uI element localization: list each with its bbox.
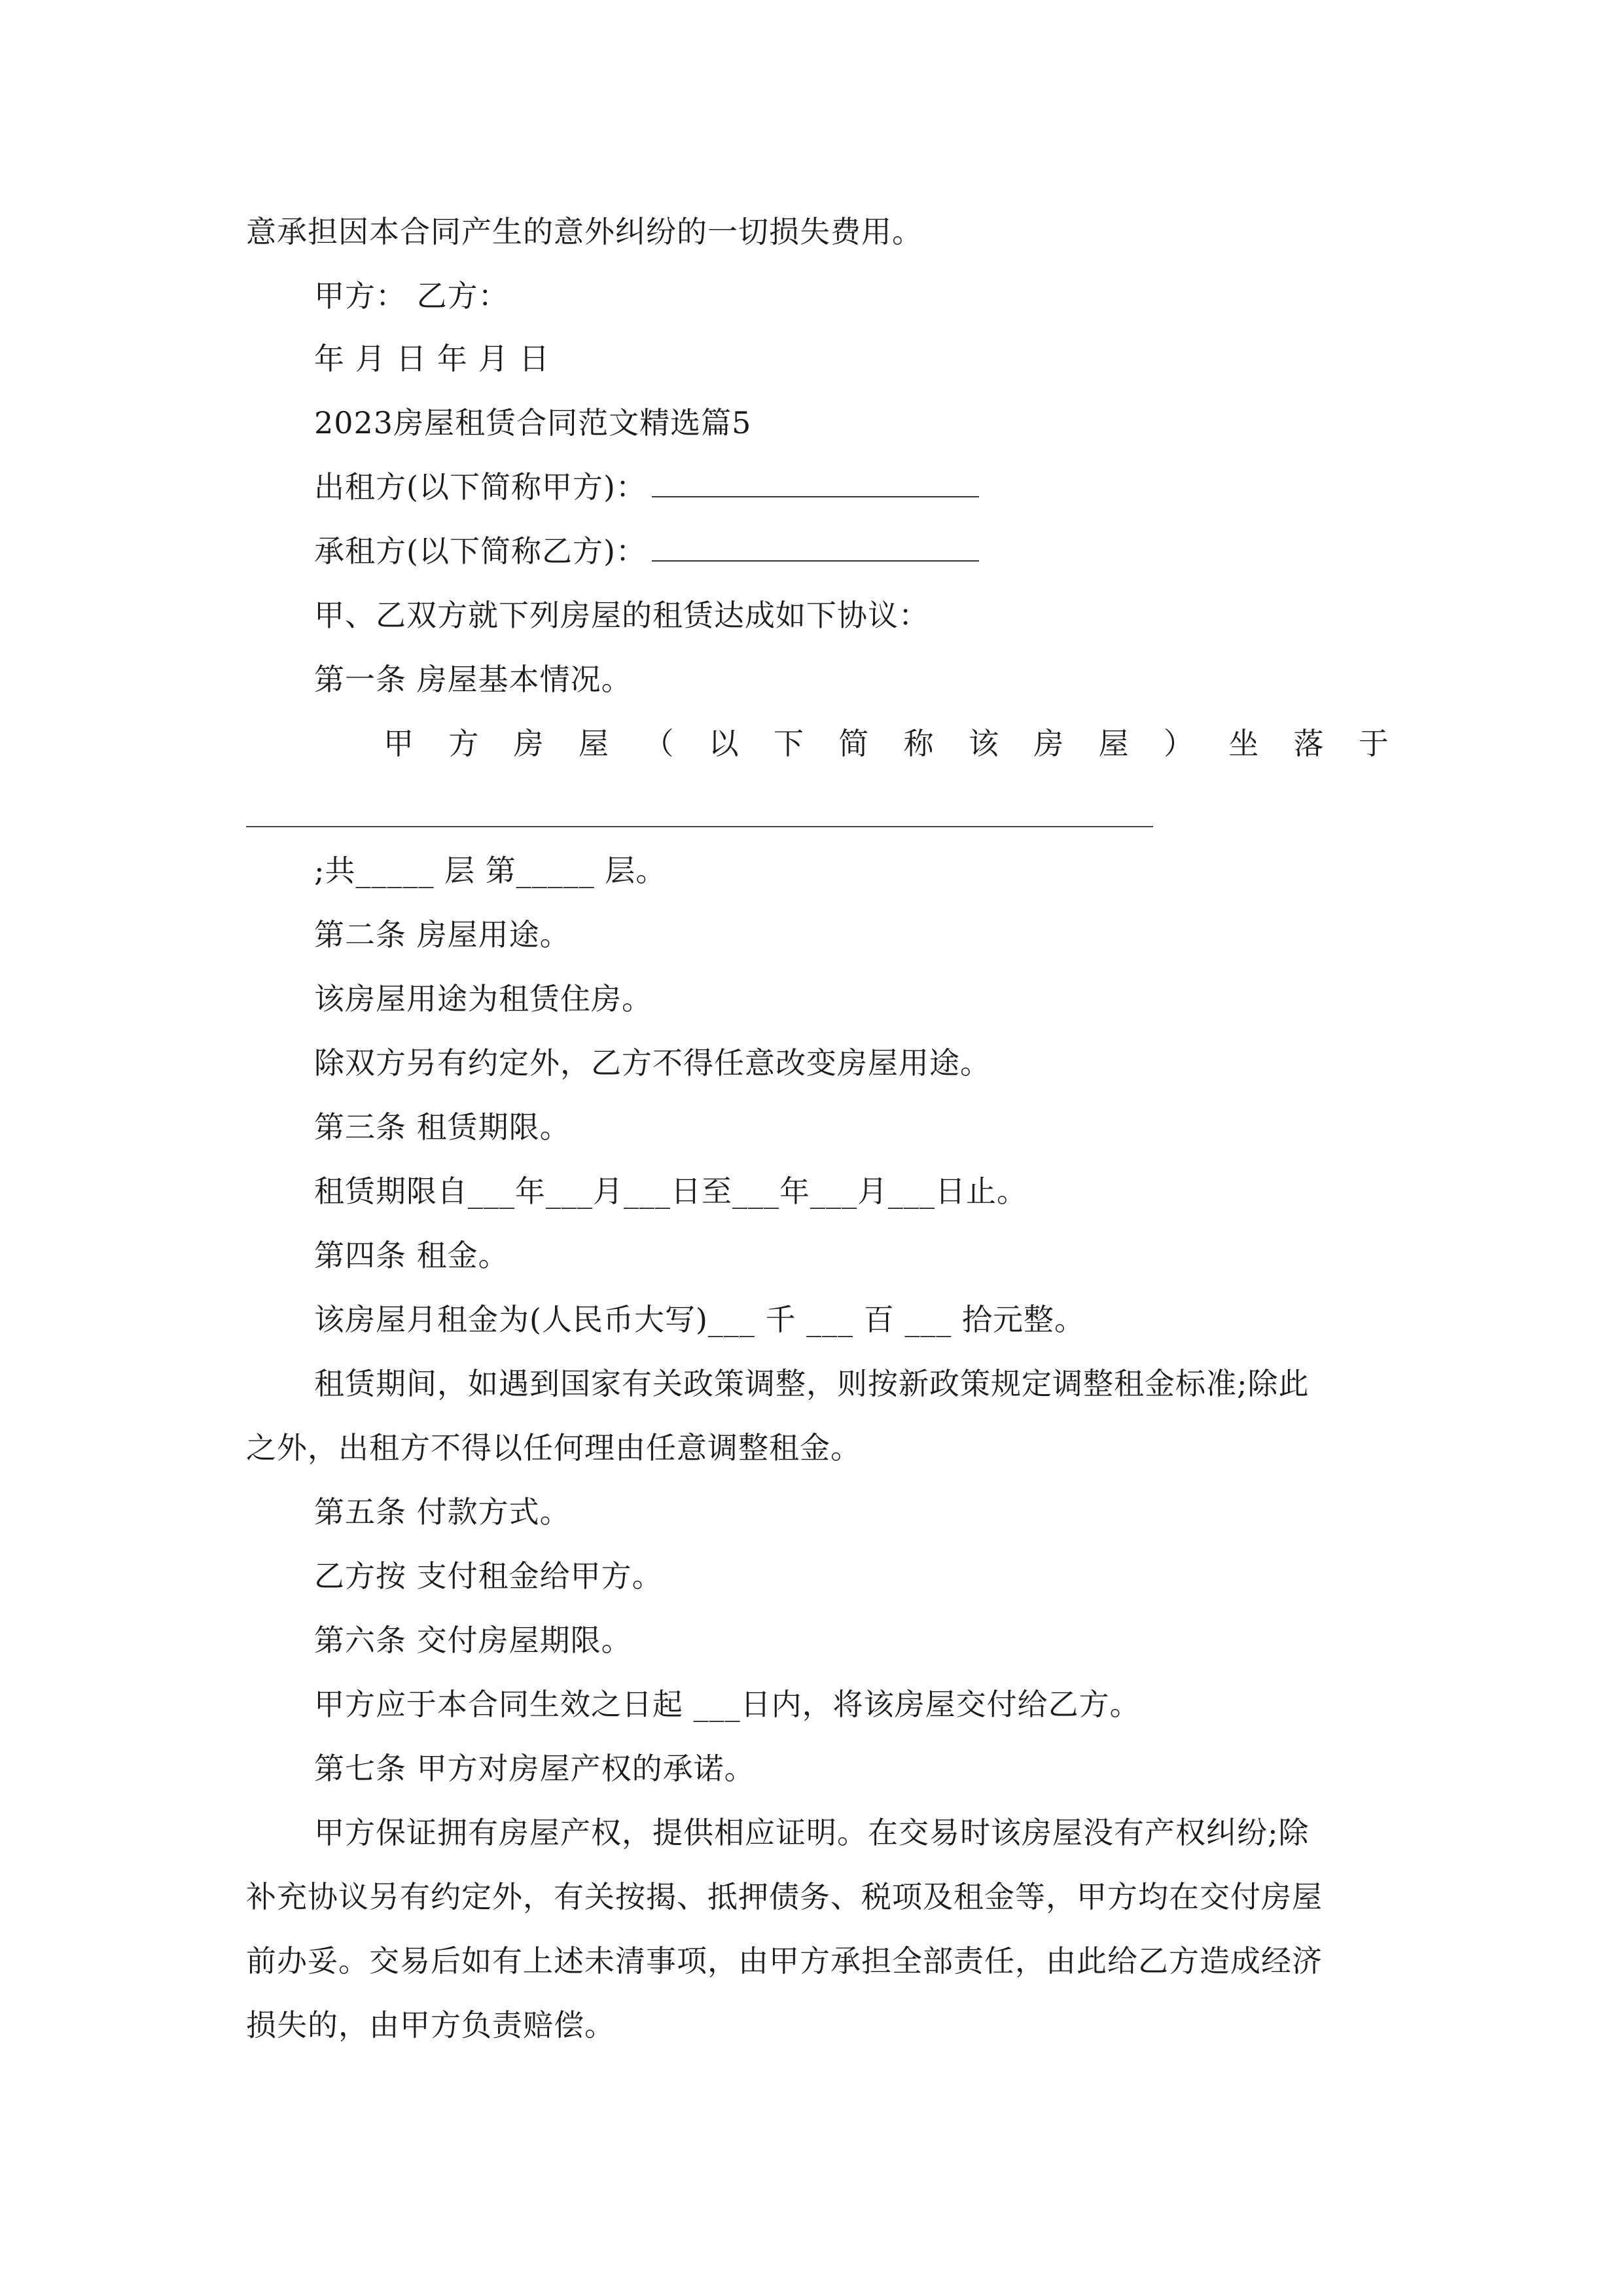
text-line: 之外，出租方不得以任何理由任意调整租金。 xyxy=(246,1430,861,1465)
article-5-title: 第五条 付款方式。 xyxy=(314,1494,571,1530)
location-blank-rule xyxy=(246,826,1153,827)
lessee-blank xyxy=(652,534,979,562)
lessor-label: 出租方(以下简称甲方)： xyxy=(314,469,647,505)
spaced-char: 以 xyxy=(708,726,739,761)
rent-amount-line: 该房屋月租金为(人民币大写)___ 千 ___ 百 ___ 拾元整。 xyxy=(314,1302,1086,1337)
text-line: 甲方保证拥有房屋产权，提供相应证明。在交易时该房屋没有产权纠纷;除 xyxy=(314,1815,1310,1850)
text-line: 该房屋用途为租赁住房。 xyxy=(314,981,652,1016)
article-6-title: 第六条 交付房屋期限。 xyxy=(314,1623,632,1658)
spaced-char: 屋 xyxy=(578,726,609,761)
lessee-label: 承租方(以下简称乙方)： xyxy=(314,533,647,569)
spaced-char: 甲 xyxy=(383,726,414,761)
lessor-blank xyxy=(652,470,979,497)
section-title: 2023房屋租赁合同范文精选篇5 xyxy=(314,405,752,440)
spaced-char: 屋 xyxy=(1098,726,1129,761)
signature-dates: 年 月 日 年 月 日 xyxy=(314,341,550,376)
lessor-line xyxy=(314,469,979,505)
spaced-char: 称 xyxy=(903,726,934,761)
article-1-title: 第一条 房屋基本情况。 xyxy=(314,662,632,697)
agreement-intro: 甲、乙双方就下列房屋的租赁达成如下协议： xyxy=(314,598,929,633)
article-4-title: 第四条 租金。 xyxy=(314,1238,509,1273)
spaced-char: 该 xyxy=(968,726,999,761)
floor-line: ;共_____ 层 第_____ 层。 xyxy=(314,853,667,888)
text-line: 意承担因本合同产生的意外纠纷的一切损失费用。 xyxy=(246,214,923,249)
location-spaced-line xyxy=(383,725,1389,762)
spaced-char: 房 xyxy=(1033,726,1064,761)
text-line: 损失的，由甲方负责赔偿。 xyxy=(246,2007,615,2043)
article-3-title: 第三条 租赁期限。 xyxy=(314,1109,571,1145)
text-line: 租赁期间，如遇到国家有关政策调整，则按新政策规定调整租金标准;除此 xyxy=(314,1366,1310,1401)
spaced-char: 房 xyxy=(513,726,544,761)
text-line: 补充协议另有约定外，有关按揭、抵押债务、税项及租金等，甲方均在交付房屋 xyxy=(246,1879,1323,1914)
spaced-char: 下 xyxy=(773,726,804,761)
spaced-char: 于 xyxy=(1358,726,1389,761)
lease-term-line: 租赁期限自___年___月___日至___年___月___日止。 xyxy=(314,1174,1027,1209)
article-7-title: 第七条 甲方对房屋产权的承诺。 xyxy=(314,1751,755,1786)
spaced-char: 落 xyxy=(1293,726,1324,761)
spaced-char: （ xyxy=(643,726,674,761)
signature-parties: 甲方： 乙方： xyxy=(314,278,509,314)
text-line: 前办妥。交易后如有上述未清事项，由甲方承担全部责任，由此给乙方造成经济 xyxy=(246,1943,1323,1979)
spaced-char: 简 xyxy=(838,726,869,761)
spaced-char: ） xyxy=(1163,726,1194,761)
article-2-title: 第二条 房屋用途。 xyxy=(314,917,571,952)
lessee-line xyxy=(314,533,979,569)
text-line: 除双方另有约定外，乙方不得任意改变房屋用途。 xyxy=(314,1045,991,1081)
spaced-char: 方 xyxy=(448,726,479,761)
spaced-char: 坐 xyxy=(1228,726,1259,761)
text-line: 甲方应于本合同生效之日起 ___日内，将该房屋交付给乙方。 xyxy=(314,1687,1141,1722)
text-line: 乙方按 支付租金给甲方。 xyxy=(314,1558,663,1594)
